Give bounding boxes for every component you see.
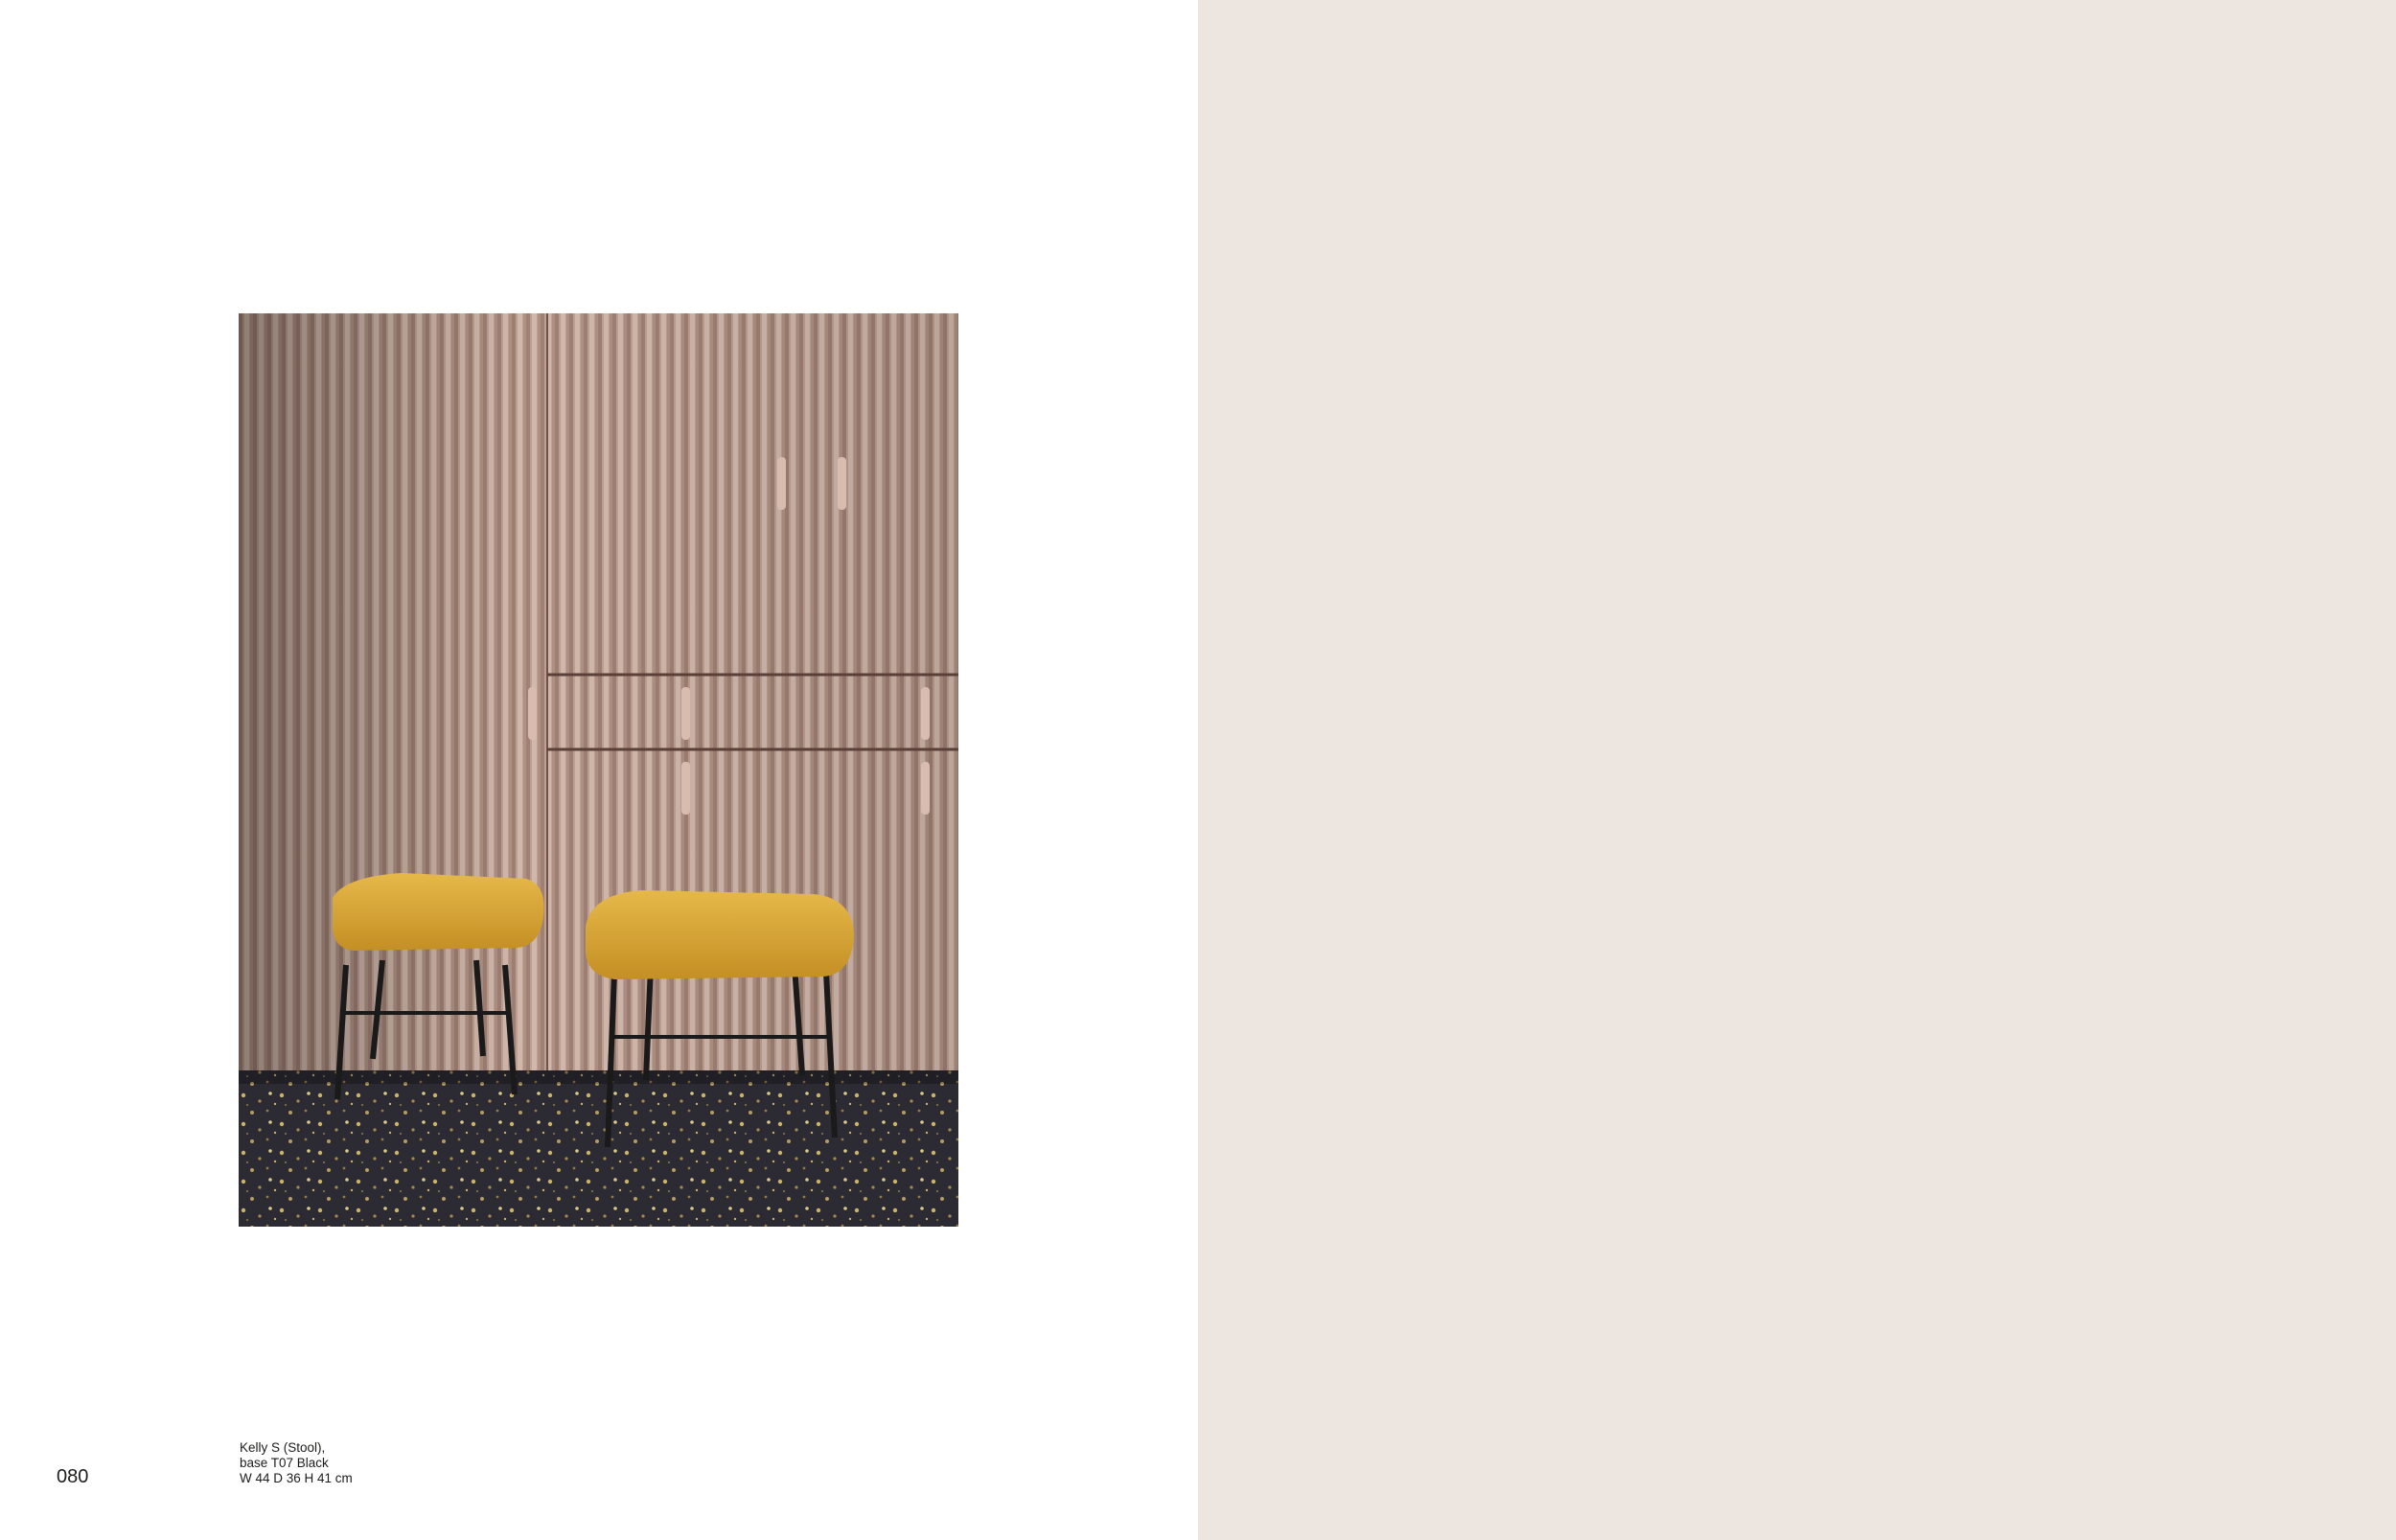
stool-photo — [239, 313, 958, 1227]
caption-line: W 44 D 36 H 41 cm — [240, 1471, 353, 1485]
right-page — [1198, 0, 2396, 1540]
page-number: 080 — [57, 1466, 89, 1487]
caption-line: base T07 Black — [240, 1456, 329, 1470]
photo-caption — [240, 1440, 353, 1486]
caption-line: Kelly S (Stool), — [240, 1440, 326, 1455]
